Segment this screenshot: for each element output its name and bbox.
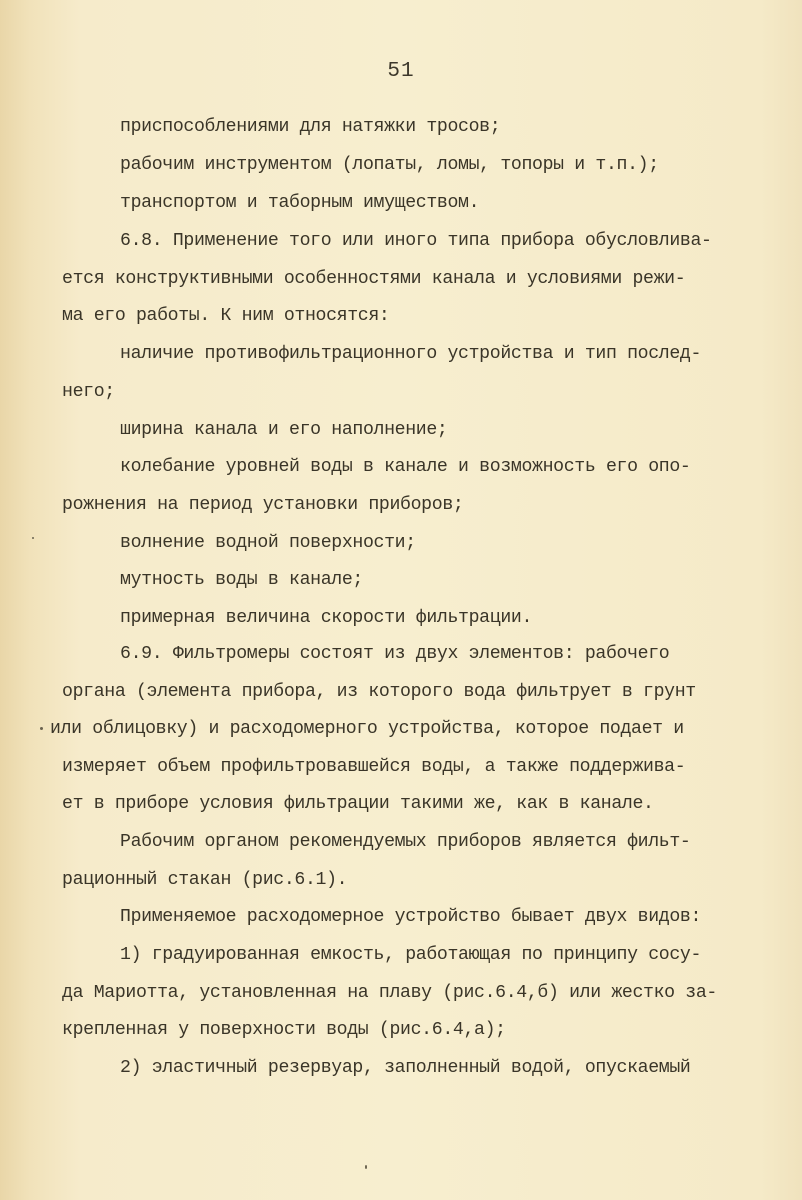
- text-line: ет в приборе условия фильтрации такими же, как в канале.: [62, 794, 654, 814]
- section-6-8-heading-line: 6.8. Применение того или иного типа прибора обусловлива-: [120, 231, 712, 251]
- scan-speck: [40, 727, 43, 730]
- text-line: примерная величина скорости фильтрации.: [120, 608, 533, 628]
- text-line: или облицовку) и расходомерного устройства, которое подает и: [50, 719, 684, 739]
- scan-speck: [32, 537, 34, 539]
- text-line: измеряет объем профильтровавшейся воды, а также поддержива-: [62, 757, 686, 777]
- text-line: 1) градуированная емкость, работающая по принципу сосу-: [120, 945, 702, 965]
- text-line: Применяемое расходомерное устройство бывает двух видов:: [120, 907, 702, 927]
- text-line: наличие противофильтрационного устройства и тип послед-: [120, 344, 702, 364]
- text-line: приспособлениями для натяжки тросов;: [120, 117, 501, 137]
- text-line: волнение водной поверхности;: [120, 533, 416, 553]
- section-6-9-heading-line: 6.9. Фильтромеры состоят из двух элементов: рабочего: [120, 644, 670, 664]
- text-line: рационный стакан (рис.6.1).: [62, 870, 348, 890]
- text-line: него;: [62, 382, 115, 402]
- text-line: ширина канала и его наполнение;: [120, 420, 448, 440]
- scan-speck: [365, 1165, 367, 1169]
- text-line: ется конструктивными особенностями канала и условиями режи-: [62, 269, 686, 289]
- text-line: органа (элемента прибора, из которого вода фильтрует в грунт: [62, 682, 696, 702]
- text-line: 2) эластичный резервуар, заполненный водой, опускаемый: [120, 1058, 691, 1078]
- text-line: транспортом и таборным имуществом.: [120, 193, 480, 213]
- page-number: 51: [387, 60, 415, 83]
- text-line: ма его работы. К ним относятся:: [62, 306, 390, 326]
- text-line: рожнения на период установки приборов;: [62, 495, 464, 515]
- text-line: рабочим инструментом (лопаты, ломы, топоры и т.п.);: [120, 155, 659, 175]
- text-line: мутность воды в канале;: [120, 570, 363, 590]
- text-line: крепленная у поверхности воды (рис.6.4,а);: [62, 1020, 506, 1040]
- text-line: да Мариотта, установленная на плаву (рис.6.4,б) или жестко за-: [62, 983, 717, 1003]
- text-line: Рабочим органом рекомендуемых приборов является фильт-: [120, 832, 691, 852]
- text-line: колебание уровней воды в канале и возможность его опо-: [120, 457, 691, 477]
